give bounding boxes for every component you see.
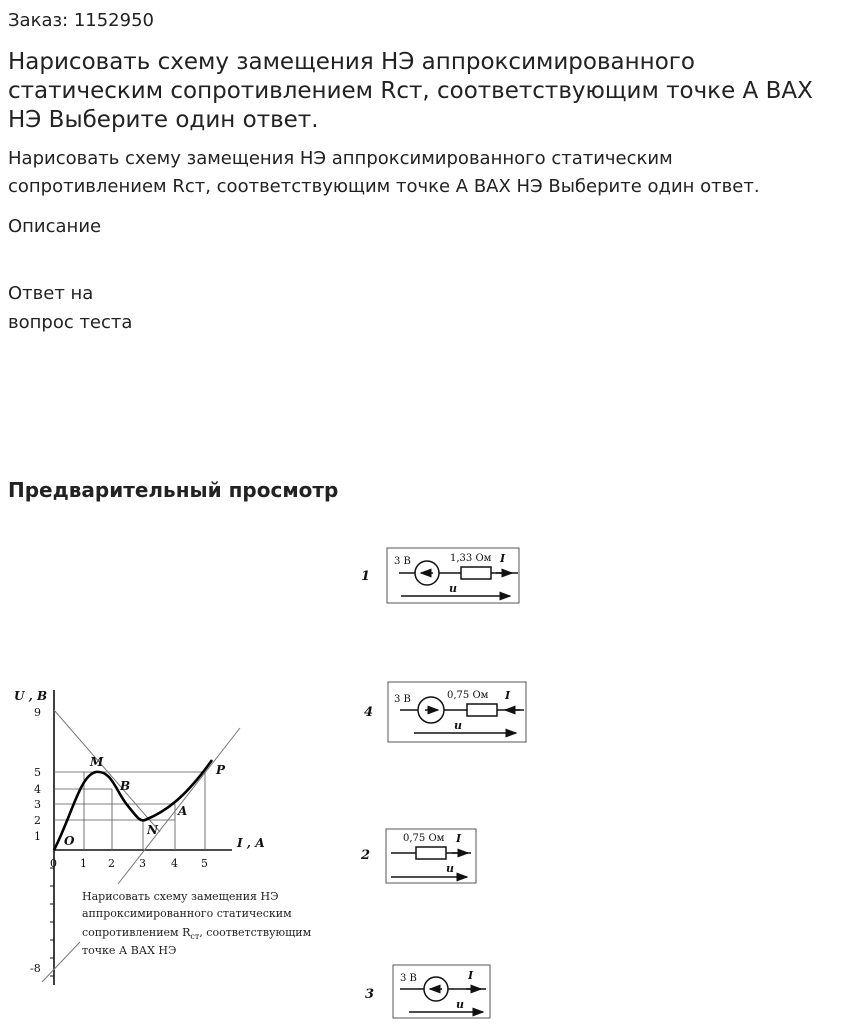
y-tick-5: 5 — [34, 766, 41, 779]
preview-image — [0, 530, 847, 1030]
voltage-label: u — [449, 582, 457, 595]
x-axis-label: I , А — [237, 836, 265, 850]
x-tick-4: 4 — [171, 857, 178, 870]
point-b: B — [120, 779, 131, 793]
caption-line-3: сопротивлением $R_{ст}$, соответствующим — [82, 926, 312, 941]
option-number: 4 — [364, 705, 374, 720]
x-tick-5: 5 — [201, 857, 208, 870]
voltage-label: u — [454, 719, 462, 732]
y-tick-minus-8: -8 — [30, 962, 41, 975]
source-label: 3 В — [400, 973, 417, 984]
current-label: I — [468, 969, 474, 982]
resistor-label: 0,75 Ом — [403, 833, 445, 844]
source-label: 3 В — [394, 556, 411, 567]
current-label: I — [456, 832, 462, 845]
answer-label-line1: Ответ на — [8, 283, 94, 304]
x-tick-1: 1 — [80, 857, 87, 870]
current-label: I — [500, 552, 506, 565]
x-tick-0: 0 — [50, 857, 57, 870]
voltage-label: u — [446, 862, 454, 875]
caption-line-2: аппроксимированного статическим — [82, 907, 292, 920]
iv-curve — [54, 760, 212, 850]
x-tick-3: 3 — [139, 857, 146, 870]
question-title: Нарисовать схему замещения НЭ аппроксимированного статическим сопротивлением Rст, соответствующим точке А ВАХ НЭ Выберите один ответ. — [8, 49, 813, 133]
current-label: I — [505, 689, 511, 702]
answer-label-line2: вопрос теста — [8, 312, 133, 333]
y-tick-3: 3 — [34, 798, 41, 811]
answer-label — [8, 279, 132, 337]
point-n: N — [147, 823, 158, 837]
y-tick-1: 1 — [34, 830, 41, 843]
question-description: Нарисовать схему замещения НЭ аппроксимированного статическим сопротивлением Rст, соответствующим точке А ВАХ НЭ Выберите один ответ. — [8, 148, 760, 197]
answer-option-3[interactable] — [365, 965, 490, 1018]
resistor-label: 1,33 Ом — [450, 553, 492, 564]
option-number: 2 — [361, 848, 371, 863]
point-p: P — [216, 763, 226, 777]
resistor-icon — [416, 847, 446, 859]
order-number: Заказ: 1152950 — [8, 10, 154, 31]
point-a: A — [178, 804, 188, 818]
y-tick-4: 4 — [34, 783, 41, 796]
load-line-lower — [42, 942, 80, 982]
graph-caption — [82, 890, 312, 957]
resistor-icon — [467, 704, 497, 716]
answer-option-1[interactable] — [361, 548, 519, 603]
option-number: 3 — [365, 987, 375, 1002]
x-tick-2: 2 — [108, 857, 115, 870]
description-label: Описание — [8, 216, 102, 237]
y-axis-label: U , В — [14, 689, 48, 703]
y-tick-9: 9 — [34, 706, 41, 719]
preview-heading: Предварительный просмотр — [8, 478, 339, 502]
resistor-icon — [461, 567, 491, 579]
caption-line-4: точке А ВАХ НЭ — [82, 944, 177, 957]
caption-line-1: Нарисовать схему замещения НЭ — [82, 890, 279, 903]
point-m: M — [90, 755, 104, 769]
option-number: 1 — [361, 569, 371, 584]
voltage-label: u — [456, 998, 464, 1011]
answer-option-4[interactable] — [364, 682, 526, 742]
answer-option-2[interactable] — [360, 829, 476, 883]
point-o: O — [64, 834, 75, 848]
resistor-label: 0,75 Ом — [447, 690, 489, 701]
y-tick-2: 2 — [34, 814, 41, 827]
source-label: 3 В — [394, 694, 411, 705]
